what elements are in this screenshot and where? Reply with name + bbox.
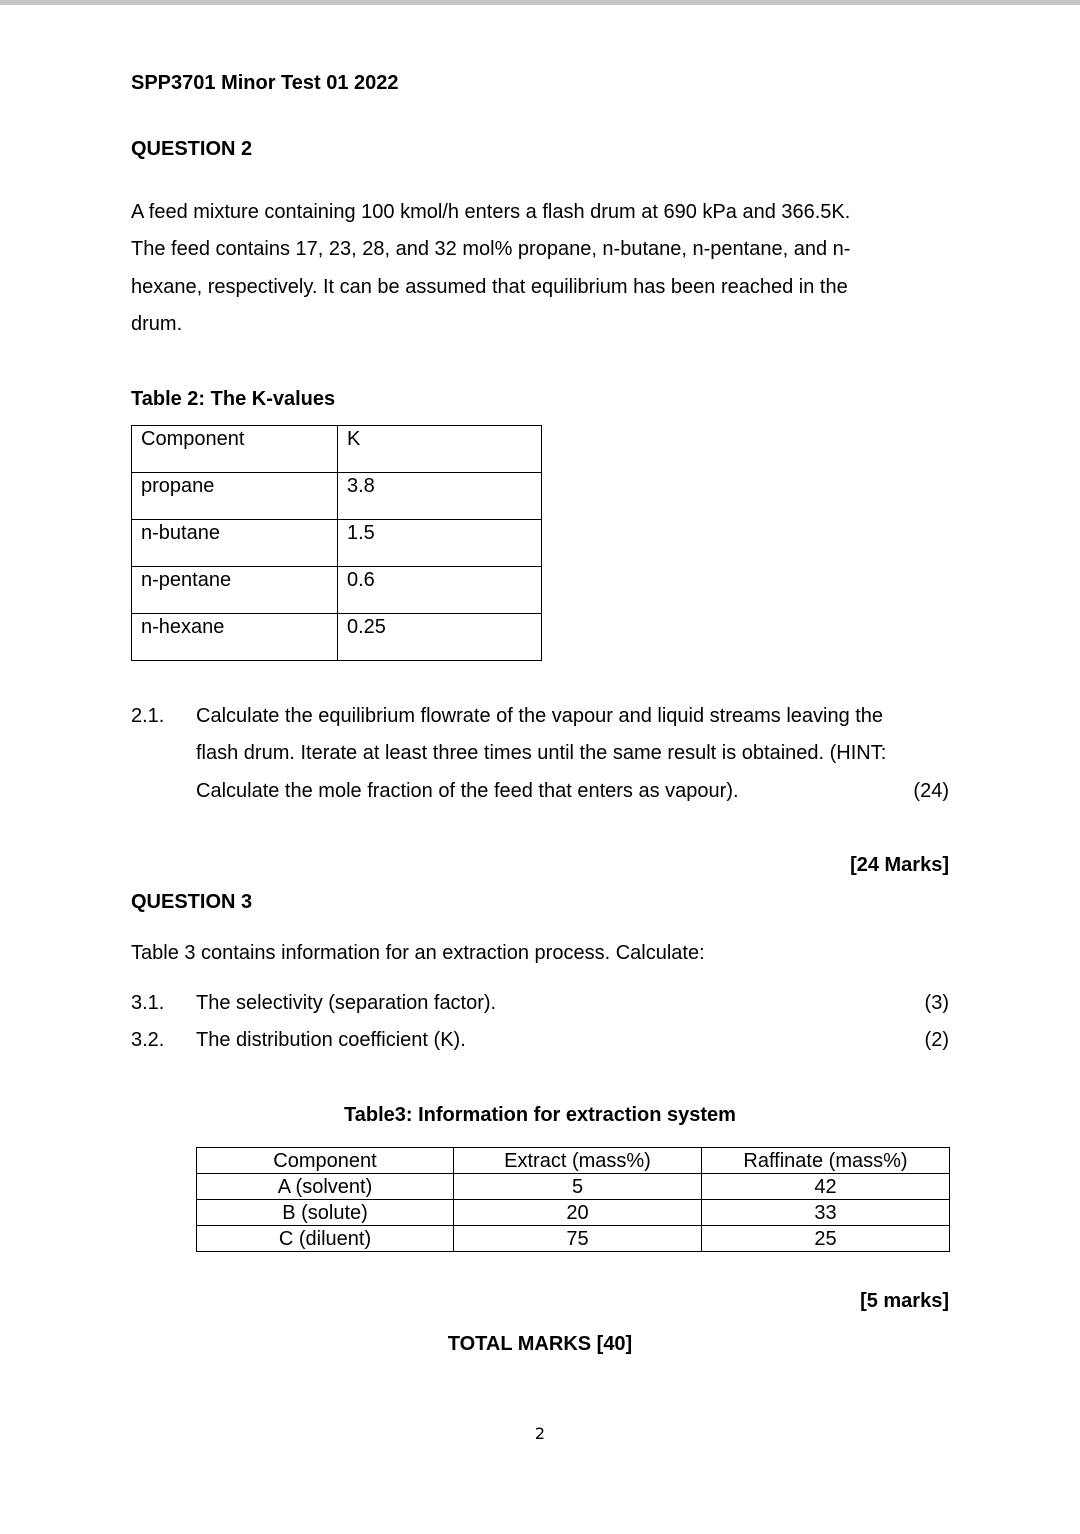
table-cell: n-hexane (132, 614, 338, 661)
table-cell: A (solvent) (197, 1174, 454, 1200)
table-3-title: Table3: Information for extraction system (344, 1104, 736, 1126)
page-number: 2 (534, 1424, 546, 1443)
table-row (197, 1226, 950, 1252)
question-2-paragraph-line: drum. (131, 313, 183, 335)
item-number: 3.2. (131, 1029, 165, 1051)
table-cell: 33 (702, 1200, 950, 1226)
table-header-cell: Component (132, 426, 338, 473)
table-header-row (132, 426, 542, 473)
table-header-cell: Raffinate (mass%) (702, 1148, 950, 1174)
item-text-line: The distribution coefficient (K). (196, 1029, 466, 1051)
item-text-line: The selectivity (separation factor). (196, 992, 497, 1014)
table-row (132, 567, 542, 614)
table-header-cell: Extract (mass%) (454, 1148, 702, 1174)
table-header-cell: K (338, 426, 542, 473)
table-row (132, 520, 542, 567)
top-rule (0, 0, 1080, 5)
table-row (197, 1174, 950, 1200)
item-number: 2.1. (131, 705, 165, 727)
k-values-table (131, 425, 542, 661)
table-cell: 42 (702, 1174, 950, 1200)
table-cell: 3.8 (338, 473, 542, 520)
item-marks: (3) (924, 992, 949, 1014)
table-cell: 0.6 (338, 567, 542, 614)
question-2-paragraph-line: A feed mixture containing 100 kmol/h enters a flash drum at 690 kPa and 366.5K. (131, 201, 851, 223)
item-marks: (2) (924, 1029, 949, 1051)
table-row (197, 1200, 950, 1226)
document-header: SPP3701 Minor Test 01 2022 (131, 72, 399, 94)
question-2-paragraph-line: The feed contains 17, 23, 28, and 32 mol% propane, n-butane, n-pentane, and n- (131, 238, 851, 260)
extraction-table (196, 1147, 950, 1252)
table-2-title: Table 2: The K-values (131, 388, 336, 410)
table-cell: 75 (454, 1226, 702, 1252)
table-cell: 25 (702, 1226, 950, 1252)
table-row (132, 614, 542, 661)
question-3-intro: Table 3 contains information for an extraction process. Calculate: (131, 942, 705, 964)
table-cell: C (diluent) (197, 1226, 454, 1252)
table-cell: B (solute) (197, 1200, 454, 1226)
item-marks: (24) (913, 780, 949, 802)
table-cell: n-pentane (132, 567, 338, 614)
item-number: 3.1. (131, 992, 165, 1014)
table-cell: 20 (454, 1200, 702, 1226)
item-text-line: flash drum. Iterate at least three times until the same result is obtained. (HINT: (196, 742, 887, 764)
table-cell: n-butane (132, 520, 338, 567)
table-cell: 5 (454, 1174, 702, 1200)
item-text-line: Calculate the equilibrium flowrate of the vapour and liquid streams leaving the (196, 705, 884, 727)
table-cell: 1.5 (338, 520, 542, 567)
question-2-total-marks: [24 Marks] (850, 854, 949, 876)
table-header-row (197, 1148, 950, 1174)
question-2-heading: QUESTION 2 (131, 138, 253, 160)
table-header-cell: Component (197, 1148, 454, 1174)
total-marks: TOTAL MARKS [40] (447, 1333, 633, 1355)
question-3-heading: QUESTION 3 (131, 891, 253, 913)
table-cell: 0.25 (338, 614, 542, 661)
question-2-paragraph-line: hexane, respectively. It can be assumed that equilibrium has been reached in the (131, 276, 848, 298)
item-text-line: Calculate the mole fraction of the feed that enters as vapour). (196, 780, 739, 802)
table-cell: propane (132, 473, 338, 520)
question-3-total-marks: [5 marks] (860, 1290, 949, 1312)
table-row (132, 473, 542, 520)
